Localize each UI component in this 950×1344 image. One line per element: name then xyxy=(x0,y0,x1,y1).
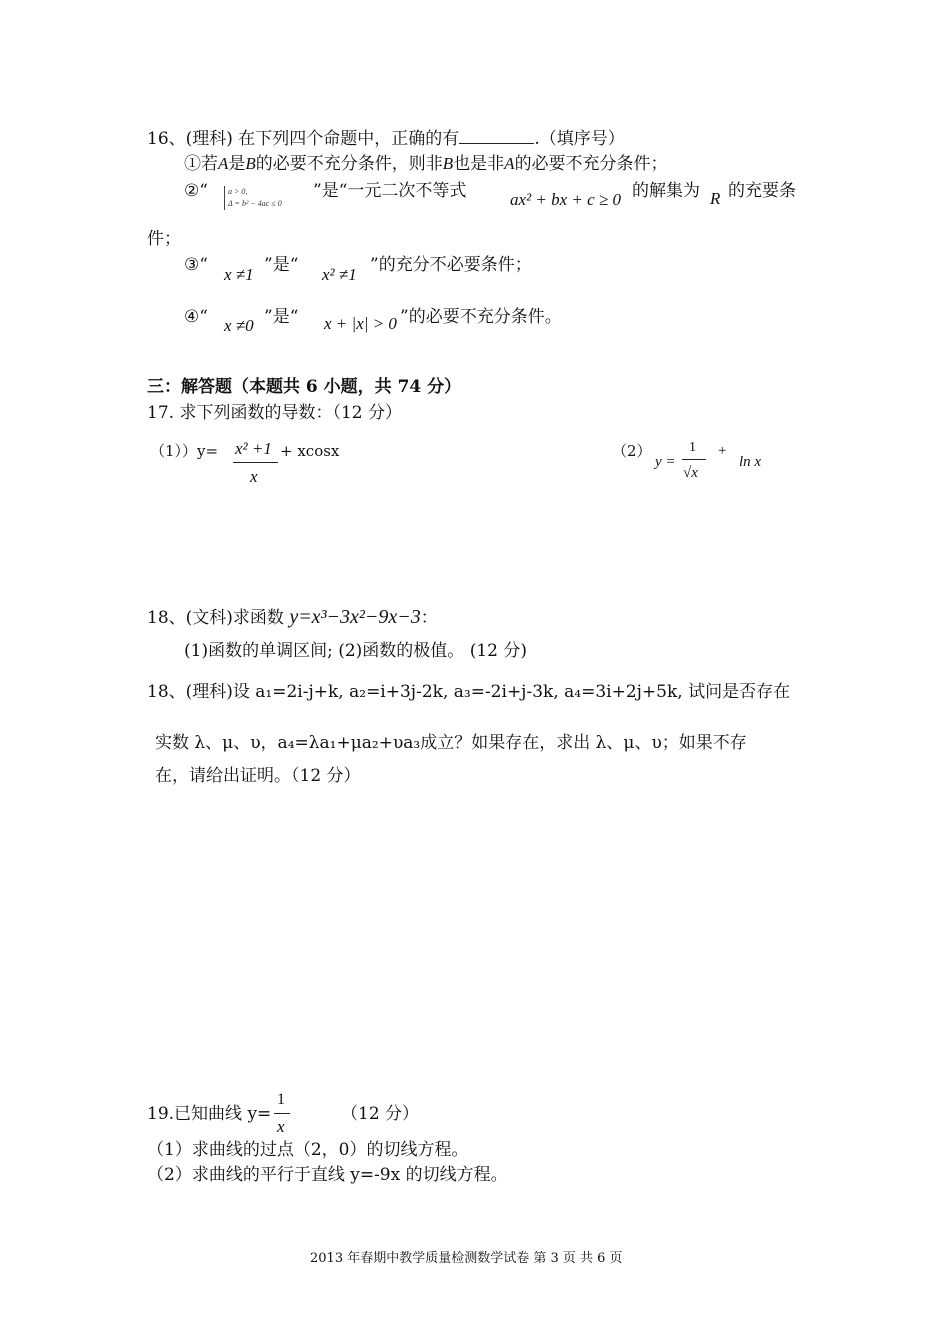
q17-part2-label: （2） xyxy=(612,442,652,460)
item1-text-e: 的必要不充分条件； xyxy=(514,154,668,174)
q17-part1-label: （1））y= xyxy=(150,442,219,460)
q16-item2-open xyxy=(184,180,208,202)
q16-item1 xyxy=(184,153,668,175)
var-A: A xyxy=(504,154,515,173)
q18-sci-line1: 18、(理科)设 a₁=2i-j+k, a₂=i+3j-2k, a₃=-2i+j-3k, a₄=3i+2j+5k, 试问是否存在 xyxy=(147,682,791,702)
formula-x2-ne-1: x² ≠1 xyxy=(322,265,357,284)
var-A: A xyxy=(218,154,229,173)
q17-part2-plus: + xyxy=(718,443,727,459)
q16-item2-end xyxy=(632,180,700,202)
q18-arts-parts: (1)函数的单调区间; (2)函数的极值。 (12 分) xyxy=(184,641,527,661)
formula-x-ne-1: x ≠1 xyxy=(224,265,254,284)
q17-part1-denominator: x xyxy=(250,467,258,486)
q18-arts-colon: ： xyxy=(420,608,438,628)
q16-item4-a: ④“ xyxy=(184,307,208,327)
fraction-bar xyxy=(233,462,278,463)
q19-score: （12 分） xyxy=(341,1104,420,1124)
item2-text-a: ②“ xyxy=(184,181,208,201)
q18-sci-line2: 实数 λ、μ、υ，a₄=λa₁+μa₂+υa₃成立？如果存在，求出 λ、μ、υ；如果不存 xyxy=(155,733,747,753)
q19-numerator: 1 xyxy=(277,1091,285,1108)
page-footer: 2013 年春期中教学质量检测数学试卷 第 3 页 共 6 页 xyxy=(310,1251,623,1266)
item2-text-c: 的解集为 xyxy=(632,181,700,201)
item1-text-d: 也是非 xyxy=(453,154,505,174)
q16-item3-b: ”是“ xyxy=(264,255,299,275)
q19-part1: （1）求曲线的过点（2，0）的切线方程。 xyxy=(147,1140,469,1160)
q17-part1-rest: + xcosx xyxy=(280,442,340,460)
q16-fill-hint: .（填序号） xyxy=(534,129,625,149)
q16-stem: 16、(理科) 在下列四个命题中，正确的有 xyxy=(147,129,460,149)
q17-part1-numerator: x² +1 xyxy=(235,439,272,458)
system-line-2: Δ = b² − 4ac ≤ 0 xyxy=(228,199,282,208)
inequality-formula: ax² + bx + c ≥ 0 xyxy=(510,190,622,209)
answer-blank[interactable] xyxy=(459,129,534,144)
q18-arts-stem: 18、(文科)求函数 xyxy=(147,608,290,628)
item2-text-b: ”是“一元二次不等式 xyxy=(313,181,467,201)
q17-title: 17. 求下列函数的导数：（12 分） xyxy=(147,403,402,423)
system-line-1: a > 0, xyxy=(228,187,248,196)
system-brace xyxy=(224,186,225,210)
fraction-bar xyxy=(682,459,706,460)
q17-part2-numerator: 1 xyxy=(689,440,696,455)
function-formula: y=x³−3x²−9x−3 xyxy=(289,606,421,628)
item1-text-c: 的必要不充分条件，则非 xyxy=(255,154,443,174)
section-heading: 三：解答题（本题共 6 小题，共 74 分） xyxy=(147,377,462,397)
fraction-bar xyxy=(274,1113,290,1114)
q17-part2-y: y = xyxy=(655,454,676,470)
q19-part2: （2）求曲线的平行于直线 y=-9x 的切线方程。 xyxy=(147,1165,508,1185)
q19-denominator: x xyxy=(277,1117,285,1136)
q17-part2-ln: ln x xyxy=(739,454,762,470)
q16-item3-c: ”的充分不必要条件； xyxy=(370,255,532,275)
item1-text-a: ①若 xyxy=(184,154,218,174)
item1-text-b: 是 xyxy=(228,154,246,174)
var-R: R xyxy=(710,189,721,208)
var-B: B xyxy=(245,154,256,173)
var-B: B xyxy=(442,154,454,173)
formula-x-abs-gt-0: x + |x| > 0 xyxy=(324,314,397,333)
q17-part2-denominator: √x xyxy=(683,465,698,481)
q19-title: 19.已知曲线 y= xyxy=(147,1104,272,1124)
q16-item2-wrap: 件； xyxy=(147,229,181,249)
q16-item4-c: ”的必要不充分条件。 xyxy=(400,307,562,327)
q16-item3-a: ③“ xyxy=(184,255,208,275)
q16-item2-mid xyxy=(313,180,466,202)
q16-item4-b: ”是“ xyxy=(264,307,299,327)
q18-arts-title xyxy=(147,606,438,629)
q16-item2-tail: 的充要条 xyxy=(728,181,796,201)
q18-sci-line3: 在，请给出证明。（12 分） xyxy=(155,766,361,786)
formula-x-ne-0: x ≠0 xyxy=(224,316,254,335)
q16-line1 xyxy=(147,128,625,150)
